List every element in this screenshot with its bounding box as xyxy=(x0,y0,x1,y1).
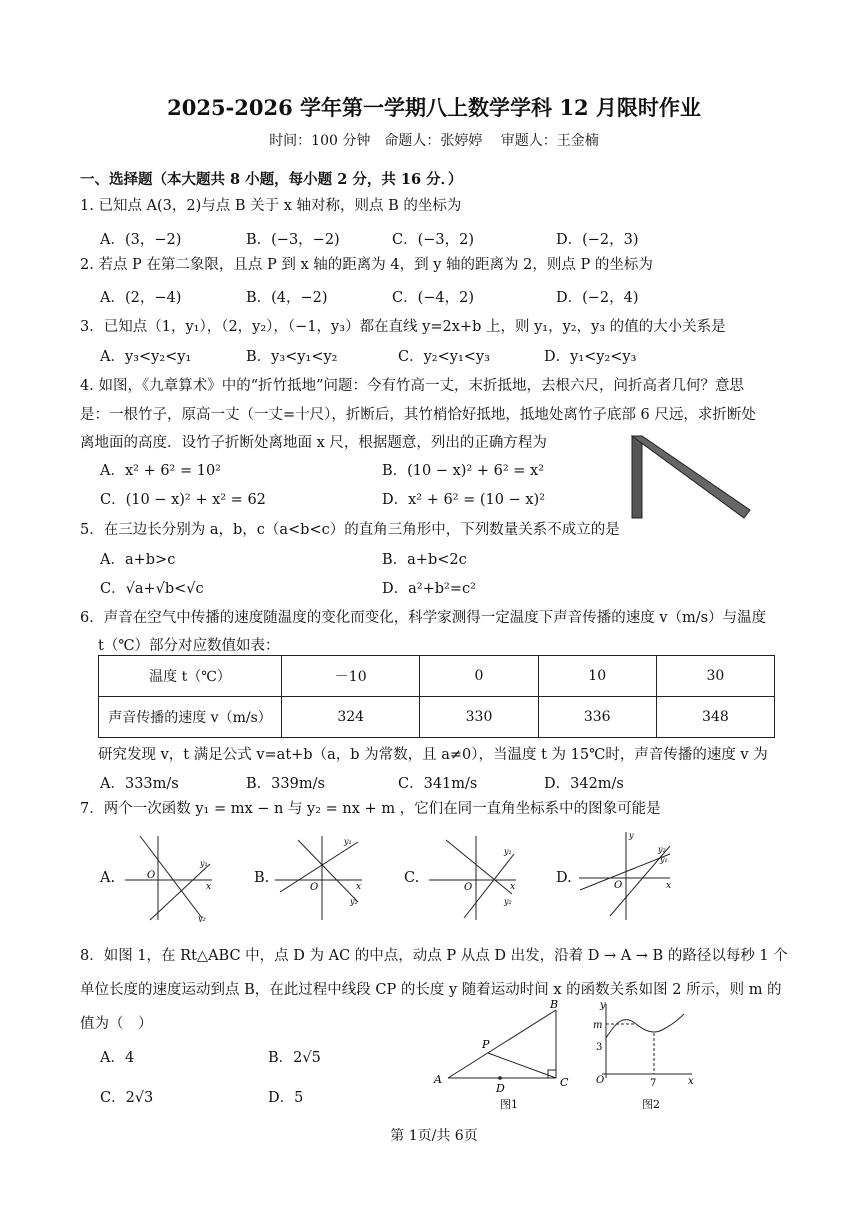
q6-option-a: A．333m/s xyxy=(100,776,179,792)
question-8-line2: 单位长度的速度运动到点 B，在此过程中线段 CP 的长度 y 随着运动时间 x 的函数关系如图 2 所示，则 m 的 xyxy=(80,982,782,998)
q5-option-a: A．a+b>c xyxy=(100,552,176,568)
q5-option-c: C．√a+√b<√c xyxy=(100,581,204,597)
y2-label: y₂ xyxy=(350,897,358,906)
q6-option-d: D．342m/s xyxy=(544,776,624,792)
q7-option-d: D. xyxy=(556,870,572,886)
q4-option-a: A．x² + 6² = 10² xyxy=(100,463,221,479)
q2-option-b: B．(4，−2) xyxy=(246,290,328,306)
q7-graph-d xyxy=(574,828,678,922)
question-6-line3: 研究发现 v，t 满足公式 v=at+b（a，b 为常数，且 a≠0），当温度 t 为 15℃时，声音传播的速度 v 为 xyxy=(98,747,768,763)
q8-option-a: A．4 xyxy=(100,1050,135,1066)
q3-option-d: D．y₁<y₂<y₃ xyxy=(544,349,637,365)
q8-option-d: D．5 xyxy=(268,1090,304,1106)
q6-option-c: C．341m/s xyxy=(398,776,478,792)
y2-label: y₂ xyxy=(658,845,666,854)
q8-figure-2-graph xyxy=(590,998,702,1114)
q8-figure-1-triangle xyxy=(428,998,578,1114)
three-label: 3 xyxy=(596,1042,603,1053)
q1-option-d: D．(−2，3) xyxy=(556,232,639,248)
q7-option-b: B. xyxy=(254,870,270,886)
x-axis-label: x xyxy=(206,882,212,892)
seven-label: 7 xyxy=(650,1078,657,1089)
y2-label: y₂ xyxy=(198,914,206,922)
question-4-line1: 4. 如图，《九章算术》中的“折竹抵地”问题：今有竹高一丈，末折抵地，去根六尺，问折高者几何？意思 xyxy=(80,378,745,394)
exam-info: 时间：100 分钟 命题人：张婷婷 审题人：王金楠 xyxy=(269,133,599,149)
origin-label: O xyxy=(596,1075,605,1086)
section-heading: 一、选择题（本大题共 8 小题，每小题 2 分，共 16 分．） xyxy=(80,171,463,188)
table-cell: 336 xyxy=(538,697,656,738)
table-cell: －10 xyxy=(282,656,420,697)
q5-option-b: B．a+b<2c xyxy=(382,552,467,568)
temperature-speed-table xyxy=(98,655,775,738)
origin-label: O xyxy=(614,880,623,891)
y1-label: y₁ xyxy=(344,837,352,846)
question-5-stem: 5．在三边长分别为 a，b，c（a<b<c）的直角三角形中，下列数量关系不成立的是 xyxy=(80,522,620,538)
question-2-stem: 2. 若点 P 在第二象限，且点 P 到 x 轴的距离为 4，到 y 轴的距离为 2，则点 P 的坐标为 xyxy=(80,257,653,273)
table-cell: 10 xyxy=(538,656,656,697)
vertex-a-label: A xyxy=(434,1073,442,1086)
table-cell: 348 xyxy=(656,697,774,738)
q1-option-c: C．(−3，2) xyxy=(392,232,475,248)
x-axis-label: x xyxy=(688,1076,694,1087)
q2-option-c: C．(−4，2) xyxy=(392,290,475,306)
q7-graph-b xyxy=(270,832,370,922)
question-7-stem: 7．两个一次函数 y₁ = mx − n 与 y₂ = nx + m ，它们在同一直角坐标系中的图象可能是 xyxy=(80,801,661,817)
x-axis-label: x xyxy=(356,882,362,892)
x-axis-label: x xyxy=(666,881,672,891)
table-row xyxy=(99,697,775,738)
figure-2-caption: 图2 xyxy=(642,1098,660,1111)
origin-label: O xyxy=(147,870,156,881)
q3-option-a: A．y₃<y₂<y₁ xyxy=(100,349,192,365)
question-8-line1: 8．如图 1，在 Rt△ABC 中，点 D 为 AC 的中点，动点 P 从点 D 出发，沿着 D → A → B 的路径以每秒 1 个 xyxy=(80,948,788,964)
question-1-stem: 1. 已知点 A(3，2)与点 B 关于 x 轴对称，则点 B 的坐标为 xyxy=(80,198,462,214)
q4-option-b: B．(10 − x)² + 6² = x² xyxy=(382,463,545,479)
q4-option-c: C．(10 − x)² + x² = 62 xyxy=(100,492,266,508)
page-number: 第 1页/共 6页 xyxy=(390,1128,478,1144)
q1-option-a: A．(3，−2) xyxy=(100,232,182,248)
y2-label: y₂ xyxy=(504,897,512,906)
q7-graph-a xyxy=(120,832,220,922)
origin-label: O xyxy=(310,882,319,893)
figure-1-caption: 图1 xyxy=(500,1098,518,1111)
y-axis-label: y xyxy=(600,1000,606,1011)
point-d-label: D xyxy=(496,1082,505,1095)
x-axis-label: x xyxy=(510,882,516,892)
q8-option-b: B．2√5 xyxy=(268,1050,321,1066)
q6-option-b: B．339m/s xyxy=(246,776,325,792)
table-cell: 0 xyxy=(420,656,538,697)
question-4-line2: 是：一根竹子，原高一丈（一丈=十尺），折断后，其竹梢恰好抵地，抵地处离竹子底部 6 尺远，求折断处 xyxy=(80,407,756,423)
table-cell: 324 xyxy=(282,697,420,738)
table-cell: 30 xyxy=(656,656,774,697)
point-p-label: P xyxy=(482,1038,490,1051)
q5-option-d: D．a²+b²=c² xyxy=(382,581,476,597)
table-cell: 温度 t（℃） xyxy=(99,656,282,697)
question-6-line1: 6．声音在空气中传播的速度随温度的变化而变化，科学家测得一定温度下声音传播的速度 v（m/s）与温度 xyxy=(80,610,767,626)
q1-option-b: B．(−3，−2) xyxy=(246,232,340,248)
y1-label: y₁ xyxy=(504,847,512,856)
question-6-line2: t（℃）部分对应数值如表： xyxy=(98,638,280,654)
table-cell: 声音传播的速度 v（m/s） xyxy=(99,697,282,738)
q2-option-d: D．(−2，4) xyxy=(556,290,639,306)
question-3-stem: 3．已知点（1，y₁），（2，y₂），（−1，y₃）都在直线 y=2x+b 上，则 y₁，y₂，y₃ 的值的大小关系是 xyxy=(80,319,726,335)
broken-bamboo-figure xyxy=(626,430,756,522)
vertex-b-label: B xyxy=(550,998,559,1011)
question-4-line3: 离地面的高度．设竹子折断处离地面 x 尺，根据题意，列出的正确方程为 xyxy=(80,435,547,451)
q8-option-c: C．2√3 xyxy=(100,1090,154,1106)
q7-graph-c xyxy=(424,832,524,922)
q4-option-d: D．x² + 6² = (10 − x)² xyxy=(382,492,546,508)
q2-option-a: A．(2，−4) xyxy=(100,290,182,306)
question-8-line3: 值为（ ） xyxy=(80,1016,153,1032)
y1-label: y₁ xyxy=(200,859,208,868)
origin-label: O xyxy=(464,882,473,893)
m-label: m xyxy=(593,1020,603,1031)
table-cell: 330 xyxy=(420,697,538,738)
vertex-c-label: C xyxy=(560,1076,569,1089)
q3-option-b: B．y₃<y₁<y₂ xyxy=(246,349,338,365)
y-axis-label: y xyxy=(629,831,634,840)
table-row xyxy=(99,656,775,697)
q7-option-a: A. xyxy=(100,870,116,886)
q7-option-c: C. xyxy=(404,870,420,886)
y1-label: y₁ xyxy=(660,855,668,864)
q3-option-c: C．y₂<y₁<y₃ xyxy=(398,349,490,365)
page-title: 2025-2026 学年第一学期八上数学学科 12 月限时作业 xyxy=(167,95,701,120)
